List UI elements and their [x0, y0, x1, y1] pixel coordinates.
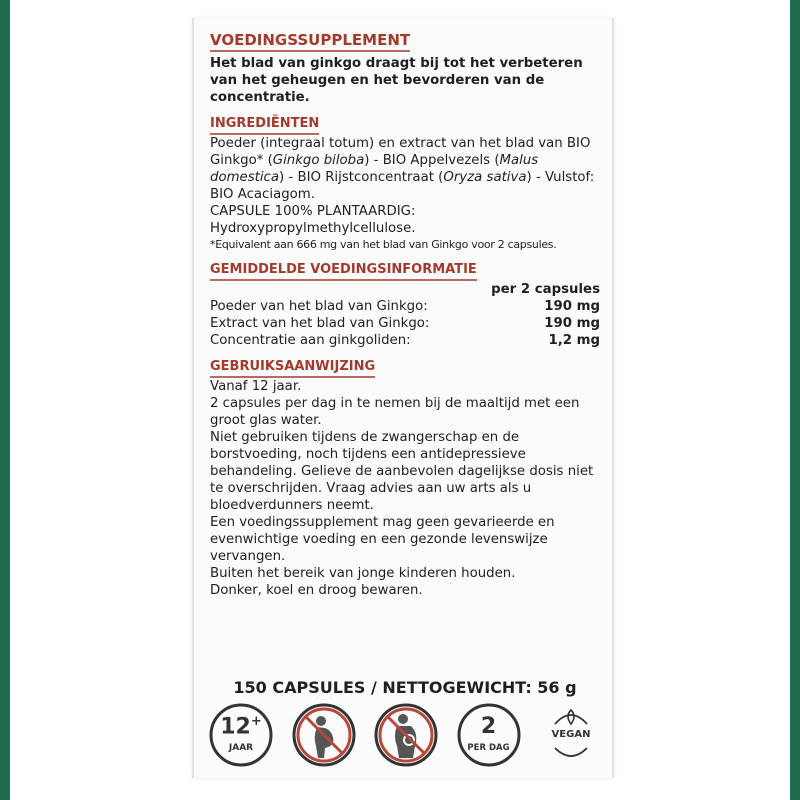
vegan-label: VEGAN [551, 729, 591, 740]
vegan-icon [538, 702, 604, 768]
usage-line: Niet gebruiken tijdens de zwangerschap en de borstvoeding, noch tijdens een antidepressieve behandeling. Gelieve de aanbevolen dagelijkse dosis niet te overschrijden. Vraag advies aan uw arts als u bloedverdunners neemt. [210, 430, 594, 513]
usage-line: Donker, koel en droog bewaren. [210, 583, 423, 598]
right-green-edge [790, 0, 800, 800]
capsule-material: Hydroxypropylmethylcellulose. [210, 221, 416, 236]
supplement-title: VOEDINGSSUPPLEMENT [210, 31, 410, 52]
no-pregnancy-icon [291, 702, 357, 768]
nutrition-row: Poeder van het blad van Ginkgo: 190 mg [210, 299, 600, 314]
nutrition-heading: GEMIDDELDE VOEDINGSINFORMATIE [210, 262, 477, 281]
usage-line: Buiten het bereik van jonge kinderen houden. [210, 566, 516, 581]
health-claim: Het blad van ginkgo draagt bij tot het verbeteren van het geheugen en het bevorderen van de concentratie. [210, 56, 583, 105]
usage-line: Een voedingssupplement mag geen gevarieerde en evenwichtige voeding en een gezonde levenswijze vervangen. [210, 515, 555, 564]
pictogram-row [208, 700, 604, 770]
usage-line: Vanaf 12 jaar. [210, 379, 302, 394]
ingredients-footnote: *Equivalent aan 666 mg van het blad van Ginkgo voor 2 capsules. [210, 238, 557, 251]
capsule-line: CAPSULE 100% PLANTAARDIG: [210, 204, 416, 219]
age-plus: + [250, 714, 262, 729]
ingredients-heading: INGREDIËNTEN [210, 116, 319, 135]
dose-number: 2 [480, 714, 497, 739]
age-12-plus-icon [208, 702, 274, 768]
usage-heading: GEBRUIKSAANWIJZING [210, 359, 375, 378]
net-weight-line: 150 CAPSULES / NETTOGEWICHT: 56 g [233, 678, 577, 697]
label-content [210, 30, 600, 599]
nutrition-row: Concentratie aan ginkgoliden: 1,2 mg [210, 333, 600, 348]
dose-label: PER DAG [467, 743, 510, 753]
nutrition-column-header: per 2 capsules [491, 282, 600, 297]
nutrition-row: Extract van het blad van Ginkgo: 190 mg [210, 316, 600, 331]
no-breastfeeding-icon [373, 702, 439, 768]
dose-2-per-day-icon [456, 702, 522, 768]
age-number: 12 [220, 714, 251, 740]
age-label: JAAR [228, 743, 254, 753]
left-green-edge [0, 0, 10, 800]
usage-line: 2 capsules per dag in te nemen bij de maaltijd met een groot glas water. [210, 396, 580, 428]
ingredients-text: Poeder (integraal totum) en extract van het blad van BIO Ginkgo* (Ginkgo biloba) - BIO Appelvezels (Malus domestica) - BIO Rijstconcentraat (Oryza sativa) - Vulstof: BIO Acaciagom. [210, 136, 595, 202]
